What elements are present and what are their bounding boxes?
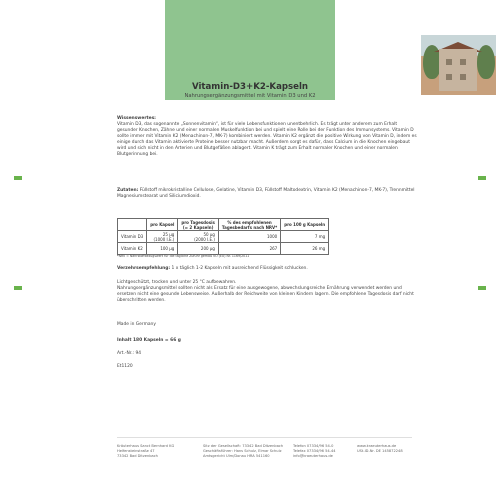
- table-cell: 25 µg (1000 I.E.): [147, 231, 178, 243]
- footer-address: Kräuterhaus Sanct Bernhard KG Helfensteinstraße 47 73342 Bad Ditzenbach: [117, 444, 175, 458]
- table-row: [118, 243, 329, 255]
- table-cell: 50 µg (2000 I.E.): [178, 231, 219, 243]
- right-marker-top: [478, 176, 486, 180]
- inhalt-text: Inhalt 180 Kapseln = 66 g: [117, 338, 181, 343]
- left-marker-bottom: [14, 286, 22, 290]
- table-cell: Vitamin D3: [118, 231, 147, 243]
- footer-divider: [117, 437, 412, 438]
- table-header-per-100g: pro 100 g Kapseln: [281, 219, 329, 231]
- table-row: [118, 231, 329, 243]
- table-cell: 267: [218, 243, 280, 255]
- table-header-nrv: % des empfohlenen Tagesbedarfs nach NRV*: [218, 219, 280, 231]
- table-header-row: [118, 219, 329, 231]
- nutrition-table: [117, 218, 329, 255]
- footer-contact: Telefon 07334/96 54-0 Telefax 07334/96 54-44 info@kraeuterhaus.de: [293, 444, 336, 458]
- table-cell: 26 mg: [281, 243, 329, 255]
- table-header-daily-dose: pro Tagesdosis (= 2 Kapseln): [178, 219, 219, 231]
- table-cell: 7 mg: [281, 231, 329, 243]
- wissen-section: Wissenswertes: Vitamin D3, das sogenannte „Sonnenvitamin“, ist für viele Lebensfunktionen unentbehrlich. Es trägt unter anderem zum Erhalt gesunder Knochen, Zähne und einer normalen Muskelfunktion bei und spielt eine Rolle bei der Funktion des Immunsystems. Vitamin D sollte immer mit Vitamin K2 (Menachinon-7, MK-7) kombiniert werden. Vitamin K2 ergänzt die positive Wirkung von Vitamin D, indem es einige durch das Vitamin aktivierte Proteine besser nutzbar macht. Außerdem sorgt es dafür, dass Calcium in die Knochen eingebaut wird und sich nicht in den Arterien und Blutgefäßen ablagert. Vitamin K trägt zum Erhalt normaler Knochen und einer normalen Blutgerinnung bei.: [117, 116, 417, 157]
- verzehr-section: Verzehrsempfehlung: 1 x täglich 1-2 Kapseln mit ausreichend Flüssigkeit schlucken.: [117, 266, 308, 271]
- zutaten-section: Zutaten: Füllstoff mikrokristalline Cellulose, Gelatine, Vitamin D3, Füllstoff Maltodextrin, Vitamin K2 (Menachinon-7, MK-7), Trennmittel Magnesiumstearat und Siliciumdioxid.: [117, 188, 415, 199]
- table-cell: 100 µg: [147, 243, 178, 255]
- left-marker-top: [14, 176, 22, 180]
- table-cell: Vitamin K2: [118, 243, 147, 255]
- footer-company: Sitz der Gesellschaft: 73342 Bad Ditzenbach Geschäftsführer: Hans Schulz, Elmar Schulz Amtsgericht Ulm/Donau HRA 541160: [203, 444, 284, 458]
- table-header-blank: [118, 219, 147, 231]
- company-tagline: Der Spezialist für Naturheilmittel und Kosmetik. Seit 1903 im Dienste der Gesundheit.: [336, 44, 409, 59]
- origin-text: Made in Germany: [117, 322, 156, 327]
- label-code: Et1120: [117, 364, 133, 369]
- table-cell: 1000: [218, 231, 280, 243]
- table-cell: 200 µg: [178, 243, 219, 255]
- article-number: Art.-Nr.: 94: [117, 351, 142, 356]
- hinweis-text: Lichtgeschützt, trocken und unter 25 °C aufbewahren. Nahrungsergänzungsmittel sollten nicht als Ersatz für eine ausgewogene, abwechslungsreiche Ernährung verwendet werden und ersetzen nicht eine gesunde Lebensweise. Außerhalb der Reichweite von kleinen Kindern lagern. Die empfohlene Tagesdosis darf nicht überschritten werden.: [117, 280, 414, 303]
- page-subtitle: Nahrungsergänzungsmittel mit Vitamin D3 und K2: [184, 93, 316, 99]
- nrv-footnote: *NRV = Nährstoffbezugswert für die tägliche Zufuhr gemäß VO (EU) Nr. 1169/2011: [117, 254, 250, 258]
- page-title: Vitamin-D3+K2-Kapseln: [191, 82, 309, 92]
- right-marker-bottom: [478, 286, 486, 290]
- founding-year: 1903: [344, 54, 356, 59]
- table-header-per-capsule: pro Kapsel: [147, 219, 178, 231]
- footer-web: www.kraeuterhaus.de USt-ID-Nr. DE 145872248: [357, 444, 403, 453]
- company-logo: Kräuterhaus Sanct Bernhard: [336, 6, 418, 42]
